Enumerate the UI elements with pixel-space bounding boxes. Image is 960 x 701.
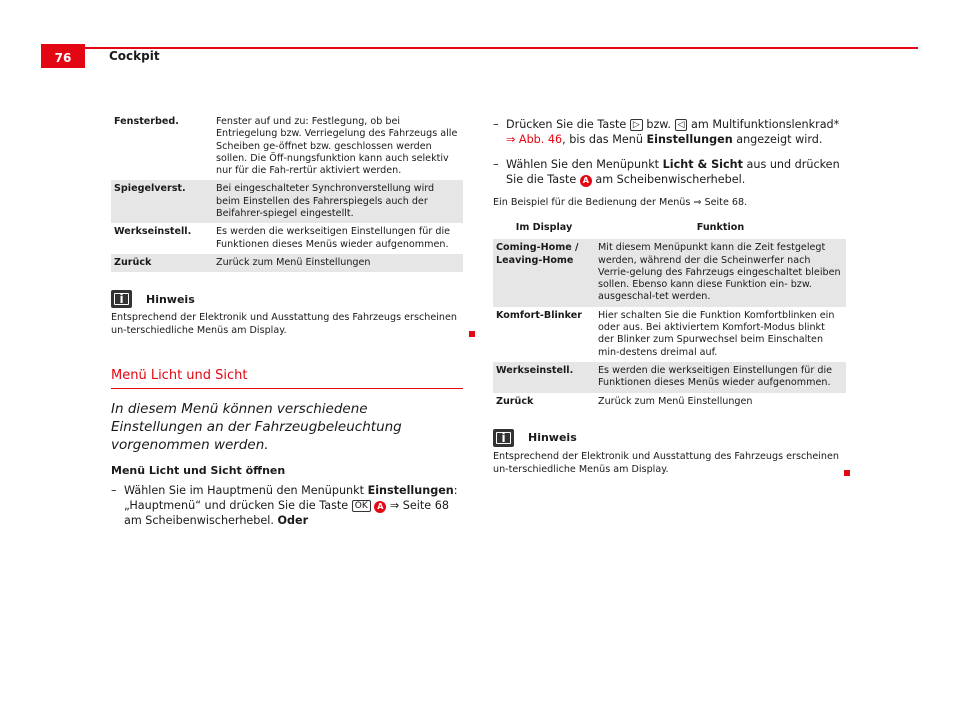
step-text-part: Wählen Sie den Menüpunkt	[506, 158, 663, 171]
header-rule	[41, 47, 918, 49]
hinweis-heading	[111, 290, 463, 308]
figure-link[interactable]: ⇒ Abb. 46	[506, 133, 563, 146]
hinweis-text-body: Entsprechend der Elektronik und Ausstattung des Fahrzeugs erscheinen un-terschiedliche Menüs am Display.	[493, 450, 839, 475]
example-note: Ein Beispiel für die Bedienung der Menüs ⇒ Seite 68.	[493, 197, 748, 208]
instruction-step	[493, 117, 846, 147]
step-bold: Einstellungen	[367, 484, 454, 498]
left-column	[111, 113, 463, 528]
step-text	[506, 157, 846, 187]
table-value: Bei eingeschalteter Synchronverstellung wird beim Einstellen des Fahrerspiegels auch der Beifahrer-spiegel eingestellt.	[213, 180, 463, 223]
step-bold: Licht & Sicht	[662, 158, 743, 171]
step-bold: Einstellungen	[646, 133, 733, 146]
end-marker-icon	[844, 470, 850, 476]
subheading: Menü Licht und Sicht öffnen	[111, 464, 286, 478]
hinweis-text	[111, 311, 463, 337]
table-key: Zurück	[111, 254, 213, 272]
table-row	[111, 113, 463, 180]
hinweis-text	[493, 450, 846, 476]
step-dash: –	[493, 118, 499, 131]
arrow-left-key-icon: ◁	[675, 119, 688, 131]
table-header-row	[493, 220, 846, 239]
section-title: Menü Licht und Sicht	[111, 368, 463, 389]
step-dash: –	[493, 158, 499, 171]
ok-key-icon: OK	[352, 500, 371, 512]
table-key: Fensterbed.	[114, 116, 179, 127]
button-a-icon: A	[580, 175, 592, 187]
step-text-part: , bis das Menü	[562, 133, 647, 146]
page-number: 76	[41, 44, 85, 68]
table-key: Werkseinstell.	[493, 362, 595, 393]
step-text-part: aus und drücken Sie die Taste	[506, 158, 840, 186]
settings-table-right	[493, 220, 846, 411]
hinweis-title: Hinweis	[146, 292, 195, 306]
section-intro: In diesem Menü können verschiedene Einstellungen an der Fahrzeugbeleuchtung vorgenommen werden.	[111, 401, 402, 454]
hinweis-heading	[493, 429, 846, 447]
step-text	[124, 483, 463, 528]
step-text	[506, 117, 846, 147]
table-key: Coming-Home / Leaving-Home	[493, 239, 595, 306]
table-row	[111, 254, 463, 272]
hinweis-text-body: Entsprechend der Elektronik und Ausstattung des Fahrzeugs erscheinen un-terschiedliche Menüs am Display.	[111, 312, 457, 337]
info-hand-icon: i	[493, 429, 514, 447]
button-a-icon: A	[374, 501, 386, 513]
step-text-part: angezeigt wird.	[732, 133, 823, 146]
instruction-step	[111, 483, 463, 528]
table-key: Spiegelverst.	[111, 180, 213, 223]
column-header: Funktion	[696, 222, 745, 233]
arrow-right-key-icon: ▷	[630, 119, 643, 131]
step-bold: Oder	[277, 514, 309, 528]
table-value: Zurück zum Menü Einstellungen	[598, 395, 753, 407]
table-key: Zurück	[496, 395, 534, 407]
step-text-part: bzw.	[642, 118, 675, 131]
end-marker-icon	[469, 331, 475, 337]
table-row	[493, 307, 846, 362]
page-title: Cockpit	[109, 49, 160, 63]
step-text-part: : „Hauptmenü“ und drücken Sie die Taste	[124, 484, 458, 513]
info-hand-icon: i	[111, 290, 132, 308]
table-value: Es werden die werkseitigen Einstellungen für die Funktionen dieses Menüs wieder aufgenommen.	[595, 362, 846, 393]
hinweis-title: Hinweis	[528, 431, 577, 445]
right-column	[493, 113, 846, 476]
table-row	[493, 239, 846, 306]
instruction-step	[493, 157, 846, 187]
step-text-part: Drücken Sie die Taste	[506, 118, 630, 131]
step-text-part: Wählen Sie im Hauptmenü den Menüpunkt	[124, 484, 368, 498]
table-value: Hier schalten Sie die Funktion Komfortblinken ein oder aus. Bei aktiviertem Komfort-Modus blinkt der Blinker zum Spurwechsel beim Einschalten min-destens dreimal auf.	[598, 309, 835, 358]
table-value: Fenster auf und zu: Festlegung, ob bei Entriegelung bzw. Verriegelung des Fahrzeugs alle Scheiben ge-öffnet bzw. geschlossen werden sollen. Die Öff-nungsfunktion kann auch selektiv nur für die Fah-rertür aktiviert werden.	[216, 116, 458, 177]
settings-table-left	[111, 113, 463, 272]
table-key: Komfort-Blinker	[496, 309, 582, 321]
table-row	[493, 362, 846, 393]
table-row	[493, 393, 846, 411]
table-row	[111, 180, 463, 223]
step-text-part: am Multifunktionslenkrad*	[687, 118, 840, 131]
table-row	[111, 223, 463, 254]
table-value: Mit diesem Menüpunkt kann die Zeit festgelegt werden, während der die Scheinwerfer nach Verrie-gelung des Fahrzeugs eingeschaltet bleiben sollen. Ebenso kann diese Funktion ein- bzw. ausgeschal-tet werden.	[595, 239, 846, 306]
table-value: Zurück zum Menü Einstellungen	[213, 254, 463, 272]
step-dash: –	[111, 484, 117, 498]
table-key: Werkseinstell.	[114, 226, 192, 238]
step-text-part: am Scheibenwischerhebel.	[591, 173, 746, 186]
table-value: Es werden die werkseitigen Einstellungen für die Funktionen dieses Menüs wieder aufgenommen.	[216, 226, 451, 250]
step-text-part: ⇒ Seite 68 am Scheibenwischerhebel.	[124, 499, 449, 528]
column-header: Im Display	[515, 222, 573, 233]
